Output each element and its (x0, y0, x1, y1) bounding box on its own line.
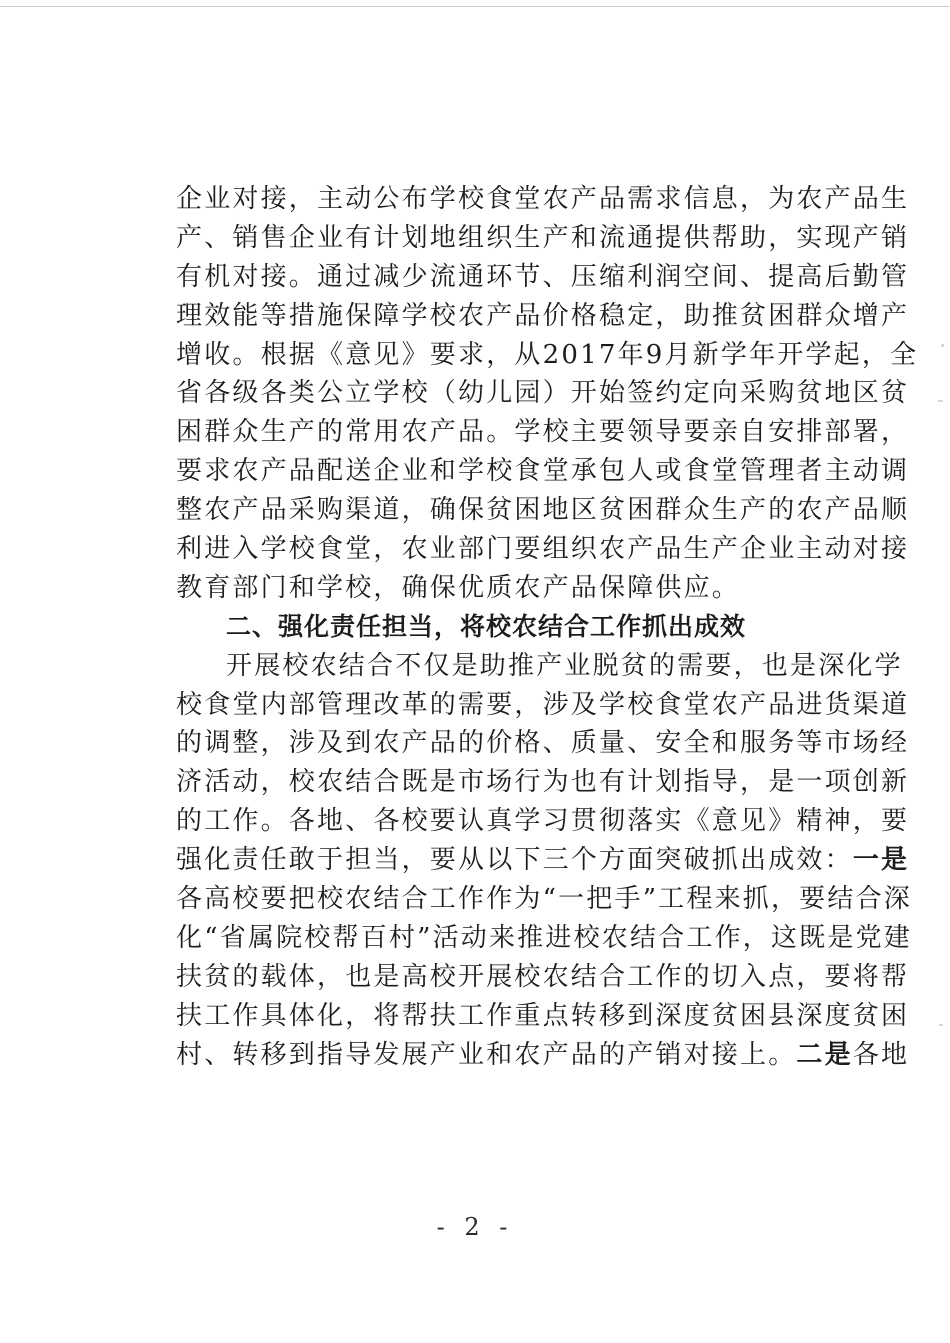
text-line: 开展校农结合不仅是助推产业脱贫的需要，也是深化学 (226, 650, 903, 681)
text-segment: 强化责任敢于担当，要从以下三个方面突破抓出成效： (176, 845, 853, 876)
text-line: 困群众生产的常用农产品。学校主要领导要亲自安排部署， (176, 417, 910, 448)
text-line: 的调整，涉及到农产品的价格、质量、安全和服务等市场经 (176, 728, 910, 759)
emphasis-first: 一是 (852, 845, 910, 876)
text-line: 增收。根据《意见》要求，从2017年9月新学年开学起，全 (176, 339, 919, 370)
text-line: 扶工作具体化，将帮扶工作重点转移到深度贫困县深度贫困 (176, 1000, 910, 1031)
text-line: 有机对接。通过减少流通环节、压缩利润空间、提高后勤管 (176, 261, 910, 292)
text-segment: 村、转移到指导发展产业和农产品的产销对接上。 (176, 1039, 797, 1070)
text-line: 产、销售企业有计划地组织生产和流通提供帮助，实现产销 (176, 222, 910, 253)
text-line: 整农产品采购渠道，确保贫困地区贫困群众生产的农产品顺 (176, 495, 910, 526)
text-line: 化“省属院校帮百村”活动来推进校农结合工作，这既是党建 (176, 922, 912, 953)
scan-edge-line (0, 6, 950, 7)
text-line: 济活动，校农结合既是市场行为也有计划指导，是一项创新 (176, 767, 910, 798)
scan-speck (938, 400, 943, 402)
text-line: 各高校要把校农结合工作作为“一把手”工程来抓，要结合深 (176, 884, 912, 915)
text-line: 扶贫的载体，也是高校开展校农结合工作的切入点，要将帮 (176, 961, 910, 992)
text-line: 的工作。各地、各校要认真学习贯彻落实《意见》精神，要 (176, 806, 910, 837)
section-heading: 二、强化责任担当，将校农结合工作抓出成效 (226, 611, 747, 641)
emphasis-second: 二是 (796, 1039, 853, 1070)
text-line (176, 845, 910, 876)
scan-speck (939, 1024, 943, 1026)
text-line: 校食堂内部管理改革的需要，涉及学校食堂农产品进货渠道 (176, 689, 910, 720)
text-segment: 各地 (852, 1039, 910, 1070)
text-line: 理效能等措施保障学校农产品价格稳定，助推贫困群众增产 (176, 300, 910, 331)
text-line: 利进入学校食堂，农业部门要组织农产品生产企业主动对接 (176, 534, 910, 565)
scan-speck (941, 344, 944, 347)
text-line: 要求农产品配送企业和学校食堂承包人或食堂管理者主动调 (176, 456, 910, 487)
paragraph-1 (176, 184, 919, 603)
document-body (176, 184, 919, 1080)
text-line (176, 1039, 910, 1070)
text-line: 省各级各类公立学校（幼儿园）开始签约定向采购贫地区贫 (176, 378, 910, 409)
text-line: 教育部门和学校，确保优质农产品保障供应。 (176, 572, 741, 603)
paragraph-2 (176, 650, 912, 1070)
text-line: 企业对接，主动公布学校食堂农产品需求信息，为农产品生 (176, 184, 910, 214)
page-number: - 2 - (436, 1213, 514, 1241)
